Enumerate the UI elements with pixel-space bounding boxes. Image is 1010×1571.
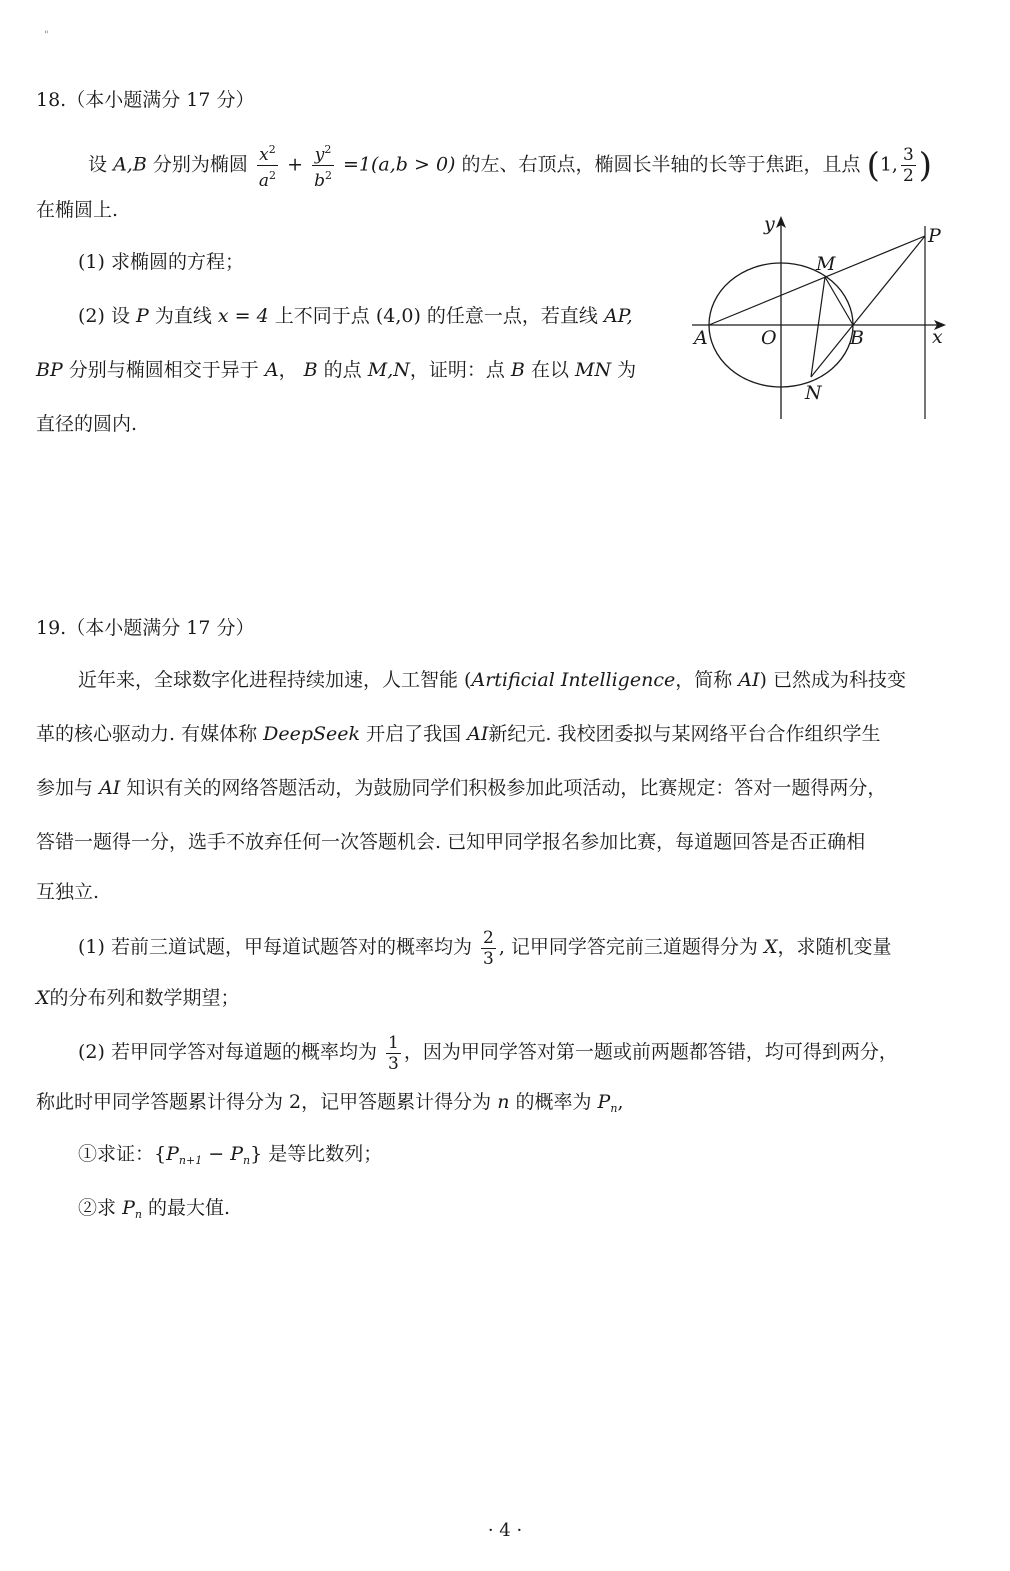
q19-part1-line2: X的分布列和数学期望；: [36, 987, 240, 1009]
q19-line5: 互独立.: [36, 881, 100, 903]
label-A: A: [694, 327, 708, 349]
q18-line2: 在椭圆上.: [36, 199, 119, 221]
ellipse-figure: [688, 208, 958, 423]
q19-part2-line1: (2) 若甲同学答对每道题的概率均为 $\frac{1}{3}$ ，因为甲同学答对第一题或前两题都答错，均可得到两分，: [78, 1032, 898, 1074]
label-B: B: [850, 327, 864, 349]
q19-sub1: ①求证：$\{P_{n+1} - P_n\}$ 是等比数列；: [78, 1143, 383, 1167]
q19-sub2: ②求 $P_n$ 的最大值.: [78, 1197, 231, 1221]
ellipse-fraction-x: $\frac{x^2}{a^2}$: [258, 143, 277, 191]
point-fraction: $\frac{3}{2}$: [902, 145, 914, 186]
q19-line4: 答错一题得一分，选手不放弃任何一次答题机会. 已知甲同学报名参加比赛，每道题回答是否正确相: [36, 831, 866, 853]
q19-line2: 革的核心驱动力. 有媒体称 DeepSeek 开启了我国 AI新纪元. 我校团委拟与某网络平台合作组织学生: [36, 723, 881, 745]
prob-one-third: $\frac{1}{3}$: [388, 1032, 399, 1074]
label-N: N: [805, 382, 822, 404]
line-BP: [853, 236, 925, 325]
q18-header: 18.（本小题满分 17 分）: [36, 89, 255, 111]
q18-part2-line1: (2) 设 P 为直线 x = 4 上不同于点 (4,0) 的任意一点，若直线 AP,: [78, 305, 633, 327]
q19-part1-line1: (1) 若前三道试题，甲每道试题答对的概率均为 $\frac{2}{3}$ , 记甲同学答完前三道题得分为 X，求随机变量: [78, 927, 892, 969]
q18-line1: 设 A,B 分别为椭圆 $\frac{x^2}{a^2}$ + $\frac{y^2}{b^2}$ =1(a,b > 0) 的左、右顶点，椭圆长半轴的长等于焦距，且点 (1, $\frac{3}{2}$ ): [88, 140, 932, 191]
q18-part2-line2: BP 分别与椭圆相交于异于 A， B 的点 M,N，证明：点 B 在以 MN 为: [36, 359, 637, 381]
q19-line1: 近年来，全球数字化进程持续加速，人工智能 (Artificial Intelligence，简称 AI) 已然成为科技变: [78, 669, 906, 691]
label-M: M: [816, 253, 836, 275]
label-O: O: [761, 327, 777, 349]
line-AP: [709, 236, 925, 325]
label-P: P: [928, 225, 941, 247]
q18-part2-line3: 直径的圆内.: [36, 413, 138, 435]
segment-MB: [825, 277, 853, 325]
label-x: x: [932, 326, 943, 348]
page-number: · 4 ·: [487, 1520, 523, 1541]
prob-two-thirds: $\frac{2}{3}$: [483, 927, 494, 969]
corner-mark: ": [44, 30, 49, 41]
q19-header: 19.（本小题满分 17 分）: [36, 617, 255, 639]
q18-part1: (1) 求椭圆的方程；: [78, 251, 244, 273]
ellipse-fraction-y: $\frac{y^2}{b^2}$: [314, 143, 332, 191]
q19-line3: 参加与 AI 知识有关的网络答题活动，为鼓励同学们积极参加此项活动，比赛规定：答对一题得两分，: [36, 777, 887, 799]
label-y: y: [764, 213, 775, 235]
q19-part2-line2: 称此时甲同学答题累计得分为 2，记甲答题累计得分为 n 的概率为 $P_n$,: [36, 1091, 624, 1115]
